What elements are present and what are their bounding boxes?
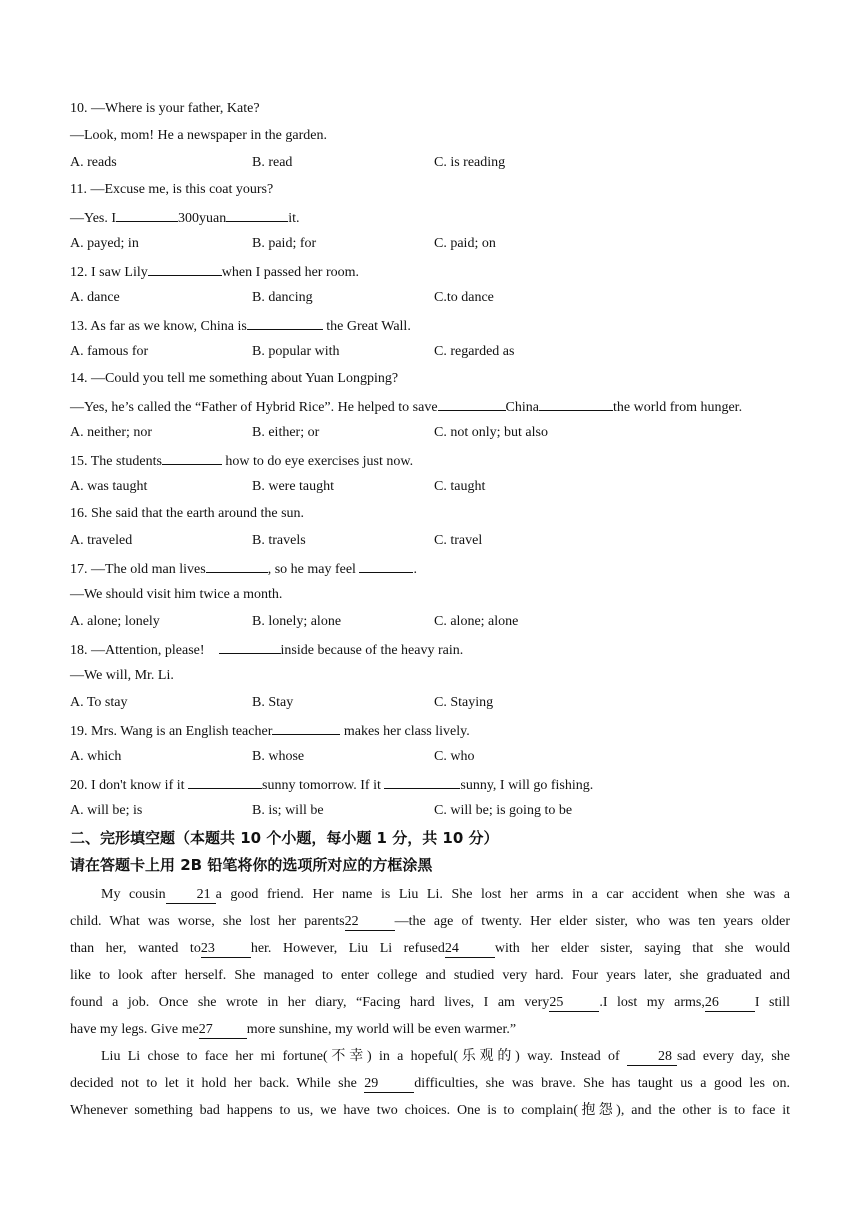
option-b: B. were taught bbox=[252, 479, 335, 494]
option-a: A. alone; lonely bbox=[70, 614, 160, 629]
passage-line: Whenever something bad happens to us, we have two choices. One is to complain(抱怨), and the other is to face it bbox=[70, 1103, 790, 1118]
option-b: B. read bbox=[252, 155, 293, 170]
option-c: C. regarded as bbox=[434, 344, 515, 359]
blank bbox=[438, 395, 506, 411]
option-a: A. To stay bbox=[70, 695, 128, 710]
question-11-answer-line: —Yes. I 300yuan it. bbox=[70, 206, 790, 233]
cloze-blank: 21 bbox=[166, 887, 216, 904]
question-17-stem: 17. —The old man lives , so he may feel . bbox=[70, 557, 790, 584]
option-c: C. will be; is going to be bbox=[434, 803, 573, 818]
question-18-options bbox=[70, 692, 790, 719]
blank bbox=[384, 773, 460, 789]
question-17-answer-line: —We should visit him twice a month. bbox=[70, 587, 283, 602]
option-a: A. will be; is bbox=[70, 803, 143, 818]
question-13-options bbox=[70, 341, 790, 368]
blank bbox=[247, 314, 323, 330]
question-10-answer-line: —Look, mom! He a newspaper in the garden. bbox=[70, 128, 327, 143]
option-a: A. traveled bbox=[70, 533, 133, 548]
passage-line: than her, wanted to23 her. However, Liu Li refused24 with her elder sister, saying that she would bbox=[70, 941, 790, 956]
option-b: B. travels bbox=[252, 533, 306, 548]
option-b: B. dancing bbox=[252, 290, 313, 305]
option-c: C. taught bbox=[434, 479, 486, 494]
section-instruction: 请在答题卡上用 2B 铅笔将你的选项所对应的方框涂黑 bbox=[70, 856, 433, 874]
passage-line: Liu Li chose to face her mi fortune(不幸) in a hopeful(乐观的) way. Instead of 28 sad every day, she bbox=[101, 1049, 790, 1064]
blank bbox=[359, 557, 413, 573]
cloze-blank: 26 bbox=[705, 995, 755, 1012]
option-a: A. neither; nor bbox=[70, 425, 153, 440]
blank bbox=[219, 638, 281, 654]
question-18-stem: 18. —Attention, please! inside because of the heavy rain. bbox=[70, 638, 790, 665]
question-14-answer-line: —Yes, he’s called the “Father of Hybrid Rice”. He helped to save China the world from hunger. bbox=[70, 395, 790, 422]
question-17-options bbox=[70, 611, 790, 638]
blank bbox=[188, 773, 262, 789]
passage-line: like to look after herself. She managed to enter college and studied very hard. Four years later, she graduated and bbox=[70, 968, 790, 983]
option-a: A. reads bbox=[70, 155, 117, 170]
blank bbox=[206, 557, 268, 573]
question-10-stem: 10. —Where is your father, Kate? bbox=[70, 101, 260, 116]
option-a: A. payed; in bbox=[70, 236, 139, 251]
exam-page bbox=[70, 98, 790, 1124]
blank bbox=[162, 449, 222, 465]
passage-line: have my legs. Give me27 more sunshine, my world will be even warmer.” bbox=[70, 1022, 517, 1037]
option-a: A. famous for bbox=[70, 344, 149, 359]
question-14-options bbox=[70, 422, 790, 449]
option-b: B. popular with bbox=[252, 344, 340, 359]
question-10-options bbox=[70, 152, 790, 179]
option-c: C. travel bbox=[434, 533, 483, 548]
option-c: C.to dance bbox=[434, 290, 494, 305]
blank bbox=[148, 260, 222, 276]
passage-line: child. What was worse, she lost her parents22 —the age of twenty. Her elder sister, who was ten years older bbox=[70, 914, 790, 929]
option-a: A. was taught bbox=[70, 479, 148, 494]
option-b: B. either; or bbox=[252, 425, 320, 440]
question-11-options bbox=[70, 233, 790, 260]
blank bbox=[539, 395, 613, 411]
option-b: B. lonely; alone bbox=[252, 614, 342, 629]
cloze-blank: 29 bbox=[364, 1076, 414, 1093]
option-c: C. Staying bbox=[434, 695, 494, 710]
passage-line: My cousin 21 a good friend. Her name is Liu Li. She lost her arms in a car accident when she was a bbox=[101, 887, 790, 902]
option-c: C. paid; on bbox=[434, 236, 496, 251]
cloze-blank: 23 bbox=[201, 941, 251, 958]
question-20-stem: 20. I don't know if it sunny tomorrow. If it sunny, I will go fishing. bbox=[70, 773, 790, 800]
cloze-blank: 27 bbox=[199, 1022, 247, 1039]
option-c: C. who bbox=[434, 749, 475, 764]
option-b: B. whose bbox=[252, 749, 305, 764]
cloze-blank: 24 bbox=[445, 941, 495, 958]
cloze-blank: 25 bbox=[549, 995, 599, 1012]
question-14-stem: 14. —Could you tell me something about Yuan Longping? bbox=[70, 371, 399, 386]
option-b: B. Stay bbox=[252, 695, 294, 710]
option-c: C. is reading bbox=[434, 155, 506, 170]
passage-line: decided not to let it hold her back. While she 29 difficulties, she was brave. She has taught us a good les on. bbox=[70, 1076, 790, 1091]
blank bbox=[226, 206, 288, 222]
section-title: 二、完形填空题（本题共 10 个小题，每小题 1 分，共 10 分） bbox=[70, 829, 499, 847]
question-12-stem: 12. I saw Lily when I passed her room. bbox=[70, 260, 790, 287]
question-16-options bbox=[70, 530, 790, 557]
blank bbox=[116, 206, 178, 222]
question-19-options bbox=[70, 746, 790, 773]
option-c: C. alone; alone bbox=[434, 614, 519, 629]
passage-line: found a job. Once she wrote in her diary, “Facing hard lives, I am very25 .I lost my arms,26 I still bbox=[70, 995, 791, 1010]
question-16-stem: 16. She said that the earth around the sun. bbox=[70, 506, 305, 521]
question-12-options bbox=[70, 287, 790, 314]
question-13-stem: 13. As far as we know, China is the Great Wall. bbox=[70, 314, 790, 341]
cloze-blank: 28 bbox=[627, 1049, 677, 1066]
option-a: A. which bbox=[70, 749, 122, 764]
cloze-blank: 22 bbox=[345, 914, 395, 931]
question-20-options bbox=[70, 800, 790, 827]
option-c: C. not only; but also bbox=[434, 425, 548, 440]
question-11-stem: 11. —Excuse me, is this coat yours? bbox=[70, 182, 274, 197]
question-15-stem: 15. The students how to do eye exercises just now. bbox=[70, 449, 790, 476]
blank bbox=[272, 719, 340, 735]
option-b: B. paid; for bbox=[252, 236, 317, 251]
question-15-options bbox=[70, 476, 790, 503]
option-a: A. dance bbox=[70, 290, 120, 305]
question-19-stem: 19. Mrs. Wang is an English teacher makes her class lively. bbox=[70, 719, 790, 746]
cloze-passage bbox=[70, 881, 790, 1124]
option-b: B. is; will be bbox=[252, 803, 324, 818]
question-18-answer-line: —We will, Mr. Li. bbox=[70, 668, 174, 683]
